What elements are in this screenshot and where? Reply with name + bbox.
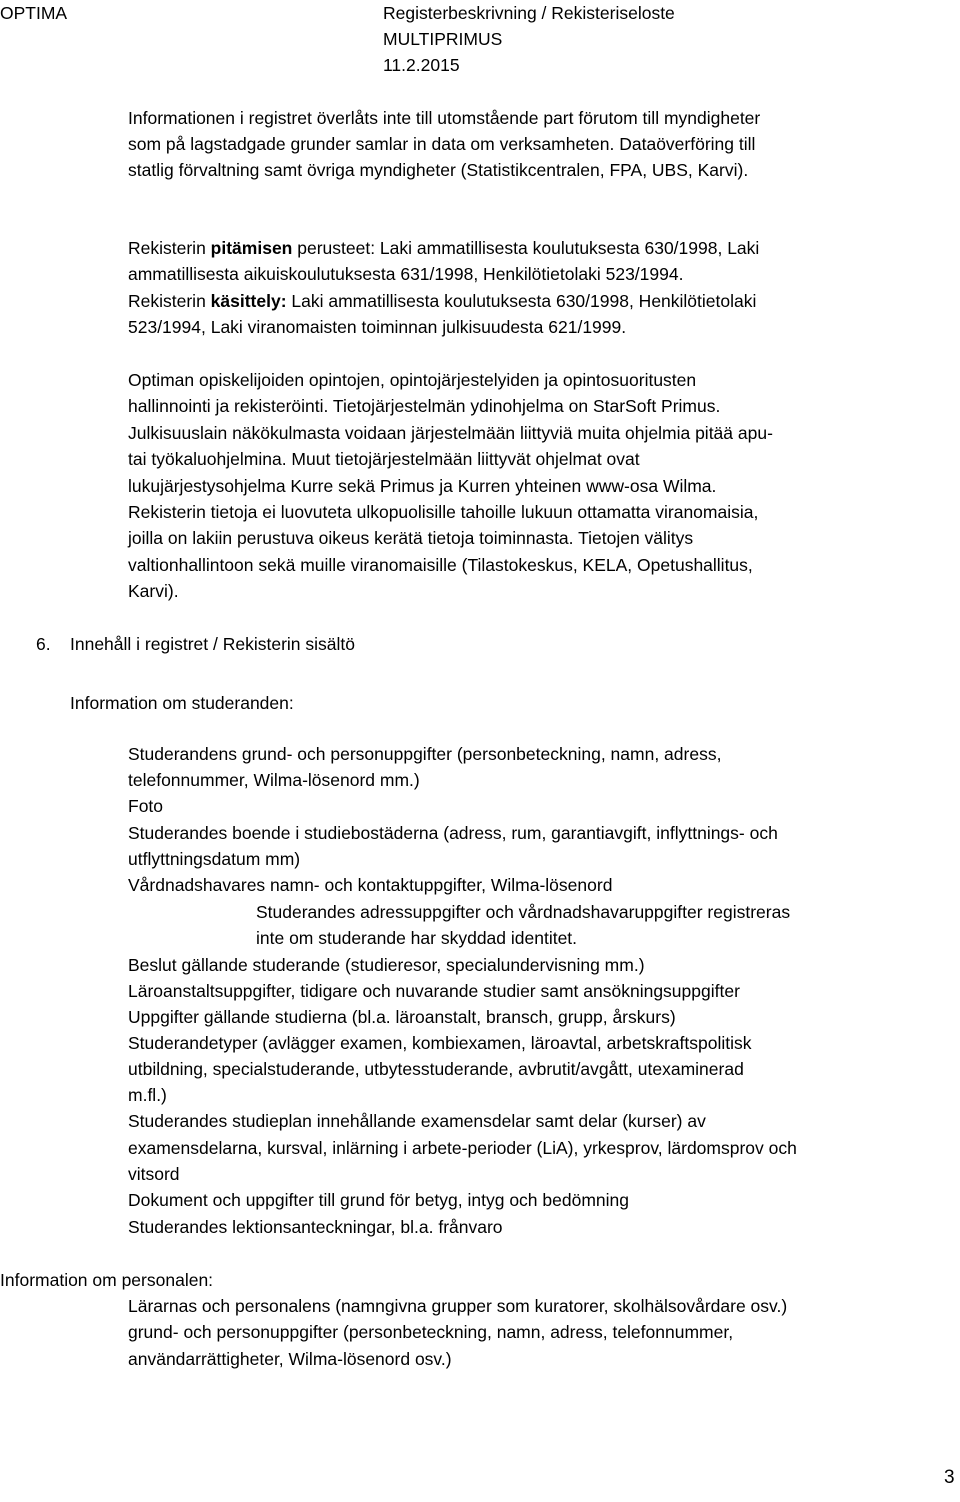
list-item: Studerandetyper (avlägger examen, kombiexamen, läroavtal, arbetskraftspolitisk	[128, 1033, 752, 1053]
students-heading: Information om studeranden:	[70, 693, 294, 713]
legal-line-3: Rekisterin käsittely: Laki ammatillisesta koulutuksesta 630/1998, Henkilötietolaki	[128, 291, 757, 311]
fi-line-3: Julkisuuslain näkökulmasta voidaan järjestelmään liittyviä muita ohjelmia pitää apu-	[128, 423, 773, 443]
staff-heading: Information om personalen:	[0, 1270, 214, 1290]
fi-line-8: valtionhallintoon sekä muille viranomaisille (Tilastokeskus, KELA, Opetushallitus,	[128, 555, 753, 575]
page-number: 3	[944, 1467, 955, 1488]
list-item: Studerandes studieplan innehållande examensdelar samt delar (kurser) av	[128, 1111, 706, 1131]
indented-note: inte om studerande har skyddad identitet.	[256, 928, 578, 948]
list-item: Foto	[128, 796, 164, 816]
fi-line-2: hallinnointi ja rekisteröinti. Tietojärjestelmän ydinohjelma on StarSoft Primus.	[128, 396, 721, 416]
list-item: Läroanstaltsuppgifter, tidigare och nuvarande studier samt ansökningsuppgifter	[128, 981, 740, 1001]
list-item: telefonnummer, Wilma-lösenord mm.)	[128, 770, 420, 790]
list-item: Studerandes lektionsanteckningar, bl.a. frånvaro	[128, 1217, 503, 1237]
list-item: användarrättigheter, Wilma-lösenord osv.)	[128, 1349, 452, 1369]
indented-note: Studerandes adressuppgifter och vårdnadshavaruppgifter registreras	[256, 902, 791, 922]
list-item: vitsord	[128, 1164, 180, 1184]
fi-line-7: joilla on lakiin perustuva oikeus kerätä tietoja toiminnasta. Tietojen välitys	[128, 528, 694, 548]
list-item: Dokument och uppgifter till grund för betyg, intyg och bedömning	[128, 1190, 629, 1210]
fi-line-9: Karvi).	[128, 581, 179, 601]
fi-line-5: lukujärjestysohjelma Kurre sekä Primus ja Kurren yhteinen www-osa Wilma.	[128, 476, 717, 496]
fi-line-4: tai työkaluohjelmina. Muut tietojärjestelmään liittyvät ohjelmat ovat	[128, 449, 640, 469]
sv-line-2: som på lagstadgade grunder samlar in data om verksamheten. Dataöverföring till	[128, 134, 756, 154]
list-item: Studerandes boende i studiebostäderna (adress, rum, garantiavgift, inflyttnings- och	[128, 823, 778, 843]
sv-line-3: statlig förvaltning samt övriga myndigheter (Statistikcentralen, FPA, UBS, Karvi).	[128, 160, 749, 180]
header-system: MULTIPRIMUS	[383, 29, 503, 49]
list-item: examensdelarna, kursval, inlärning i arbete-perioder (LiA), yrkesprov, lärdomsprov och	[128, 1138, 797, 1158]
fi-line-6: Rekisterin tietoja ei luovuteta ulkopuolisille tahoille lukuun ottamatta viranomaisia,	[128, 502, 759, 522]
list-item: utflyttningsdatum mm)	[128, 849, 301, 869]
header-date: 11.2.2015	[383, 55, 460, 75]
list-item: grund- och personuppgifter (personbeteckning, namn, adress, telefonnummer,	[128, 1322, 734, 1342]
legal-bold-pitamisen: pitämisen	[210, 238, 293, 258]
list-item: utbildning, specialstuderande, utbytesstuderande, avbrutit/avgått, utexaminerad	[128, 1059, 744, 1079]
legal-line-2: ammatillisesta aikuiskoulutuksesta 631/1998, Henkilötietolaki 523/1994.	[128, 264, 684, 284]
header-company: OPTIMA	[0, 3, 68, 23]
sv-line-1: Informationen i registret överlåts inte till utomstående part förutom till myndigheter	[128, 108, 761, 128]
list-item: Beslut gällande studerande (studieresor, specialundervisning mm.)	[128, 955, 645, 975]
header-title: Registerbeskrivning / Rekisteriseloste	[383, 3, 675, 23]
list-item: Studerandens grund- och personuppgifter (personbeteckning, namn, adress,	[128, 744, 722, 764]
list-item: m.fl.)	[128, 1085, 167, 1105]
legal-line-1: Rekisterin pitämisen perusteet: Laki ammatillisesta koulutuksesta 630/1998, Laki	[128, 238, 760, 258]
legal-line-4: 523/1994, Laki viranomaisten toiminnan julkisuudesta 621/1999.	[128, 317, 627, 337]
section-number: 6.	[36, 634, 51, 654]
fi-line-1: Optiman opiskelijoiden opintojen, opintojärjestelyiden ja opintosuoritusten	[128, 370, 697, 390]
list-item: Uppgifter gällande studierna (bl.a. läroanstalt, bransch, grupp, årskurs)	[128, 1007, 676, 1027]
list-item: Vårdnadshavares namn- och kontaktuppgifter, Wilma-lösenord	[128, 875, 613, 895]
section-title: Innehåll i registret / Rekisterin sisältö	[70, 634, 355, 654]
list-item: Lärarnas och personalens (namngivna grupper som kuratorer, skolhälsovårdare osv.)	[128, 1296, 788, 1316]
legal-bold-kasittely: käsittely:	[210, 291, 287, 311]
